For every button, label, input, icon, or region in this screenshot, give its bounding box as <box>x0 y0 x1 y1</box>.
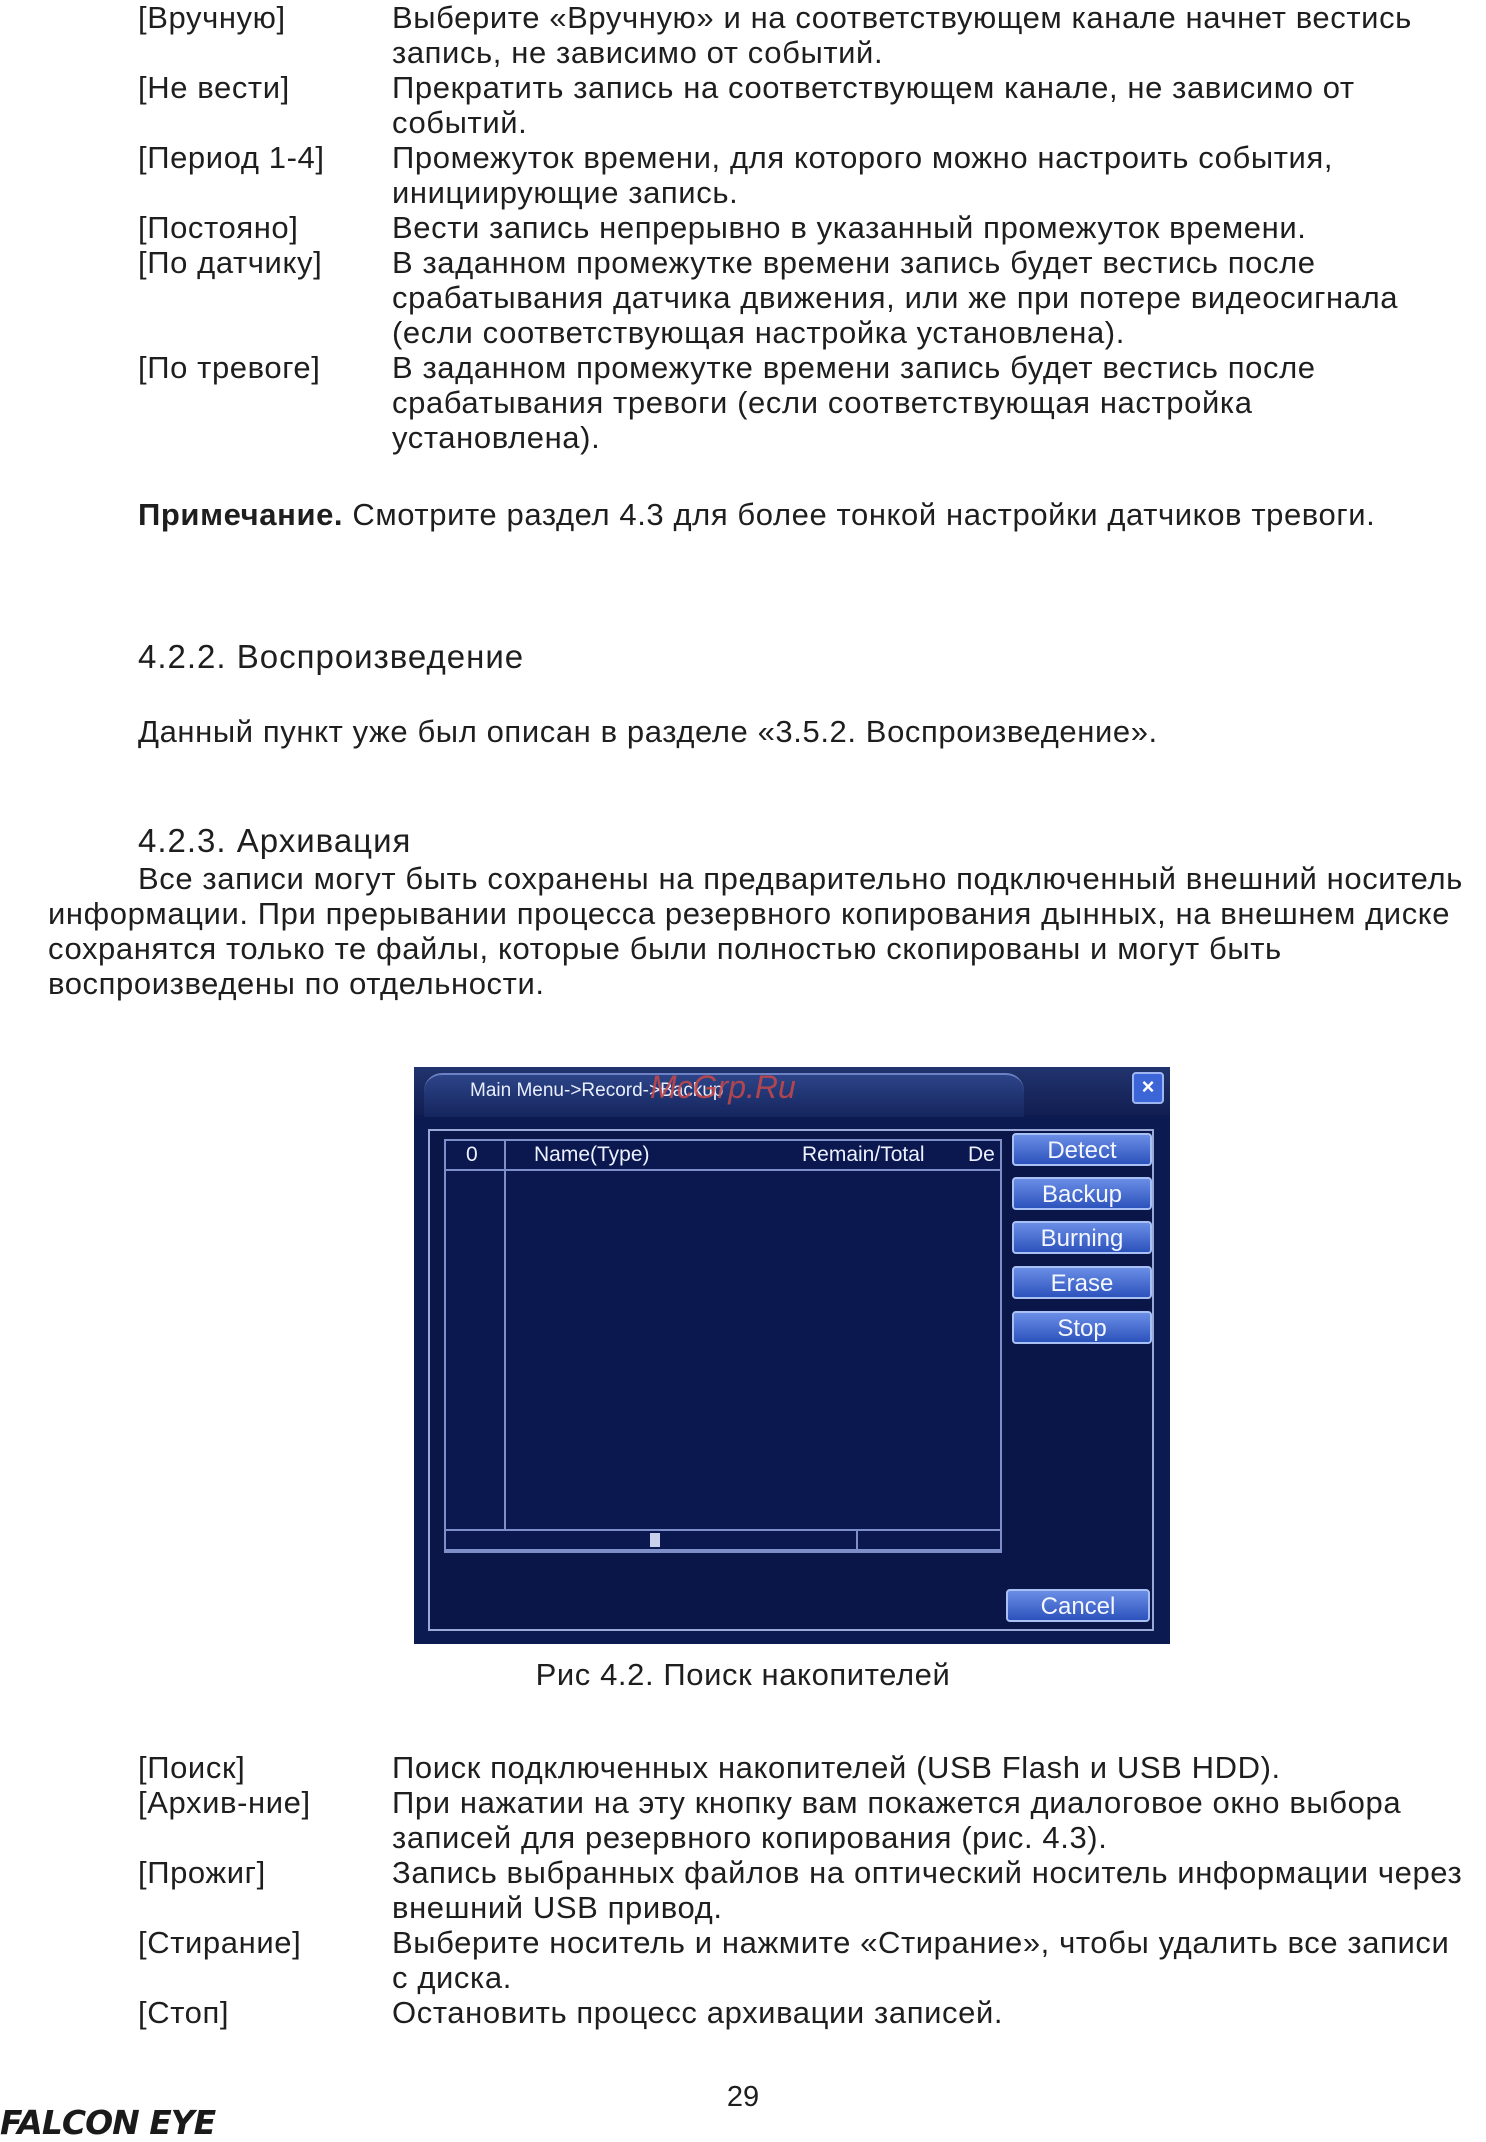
device-list-table[interactable] <box>444 1139 1002 1553</box>
note-label: Примечание. <box>138 497 344 532</box>
definition-row <box>138 1855 1468 1925</box>
column-header-index: 0 <box>466 1143 478 1166</box>
definition-row <box>138 0 1468 70</box>
term: [Стирание] <box>138 1925 302 1960</box>
column-header-remain-total: Remain/Total <box>802 1143 925 1166</box>
definition-row <box>138 1785 1468 1855</box>
definition-row <box>138 140 1468 210</box>
watermark: McGrp.Ru <box>650 1069 796 1105</box>
column-header-name: Name(Type) <box>534 1143 650 1166</box>
definition-row <box>138 1925 1468 1995</box>
term: [Прожиг] <box>138 1855 266 1890</box>
dvr-breadcrumb: Main Menu->Record->Backup <box>470 1080 724 1101</box>
definition-list-record-modes <box>138 0 1468 455</box>
description: В заданном промежутке времени запись будет вестись после срабатывания датчика движения, или же при потере видеосигнала (если соответствующая настройка установлена). <box>392 245 1399 350</box>
brand-logo: FALCON EYE <box>0 2103 216 2142</box>
playback-paragraph: Данный пункт уже был описан в разделе «3.5.2. Воспроизведение». <box>138 714 1158 749</box>
dvr-backup-screenshot <box>414 1067 1170 1644</box>
column-divider <box>504 1141 506 1551</box>
description: В заданном промежутке времени запись будет вестись после срабатывания тревоги (если соответствующая настройка установлена). <box>392 350 1316 455</box>
term: [Стоп] <box>138 1995 230 2030</box>
description: Поиск подключенных накопителей (USB Flash и USB HDD). <box>392 1750 1281 1785</box>
definition-row <box>138 210 1468 245</box>
scrollbar-thumb[interactable] <box>650 1533 660 1547</box>
definition-row <box>138 1750 1468 1785</box>
figure-caption: Рис 4.2. Поиск накопителей <box>535 1657 951 1692</box>
term: [По тревоге] <box>138 350 321 385</box>
burning-button[interactable]: Burning <box>1012 1221 1152 1254</box>
note-paragraph <box>138 497 1468 532</box>
definition-row <box>138 1995 1468 2030</box>
page-number: 29 <box>726 2081 760 2113</box>
term: [Вручную] <box>138 0 286 35</box>
note-text: Смотрите раздел 4.3 для более тонкой настройки датчиков тревоги. <box>343 497 1376 532</box>
description: Промежуток времени, для которого можно настроить события, инициирующие запись. <box>392 140 1334 210</box>
section-heading-playback: 4.2.2. Воспроизведение <box>138 638 525 675</box>
detect-button[interactable]: Detect <box>1012 1133 1152 1166</box>
dvr-title-bar <box>414 1067 1170 1115</box>
column-header-device: De <box>968 1143 995 1166</box>
term: [Поиск] <box>138 1750 246 1785</box>
backup-button[interactable]: Backup <box>1012 1177 1152 1210</box>
definition-list-backup-buttons <box>138 1750 1468 2030</box>
definition-row <box>138 70 1468 140</box>
term: [По датчику] <box>138 245 323 280</box>
definition-row <box>138 350 1468 455</box>
description: Запись выбранных файлов на оптический носитель информации через внешний USB привод. <box>392 1855 1463 1925</box>
description: Выберите носитель и нажмите «Стирание», чтобы удалить все записи с диска. <box>392 1925 1450 1995</box>
term: [Не вести] <box>138 70 290 105</box>
erase-button[interactable]: Erase <box>1012 1266 1152 1299</box>
description: Вести запись непрерывно в указанный промежуток времени. <box>392 210 1307 245</box>
description: При нажатии на эту кнопку вам покажется диалоговое окно выбора записей для резервного копирования (рис. 4.3). <box>392 1785 1402 1855</box>
scrollbar-divider <box>856 1531 858 1549</box>
device-list-header <box>446 1141 1000 1171</box>
stop-button[interactable]: Stop <box>1012 1311 1152 1344</box>
close-icon[interactable]: × <box>1132 1072 1164 1104</box>
horizontal-scrollbar[interactable] <box>444 1529 1002 1551</box>
description: Прекратить запись на соответствующем канале, не зависимо от событий. <box>392 70 1355 140</box>
description: Остановить процесс архивации записей. <box>392 1995 1004 2030</box>
term: [Постояно] <box>138 210 299 245</box>
cancel-button[interactable]: Cancel <box>1006 1589 1150 1622</box>
backup-paragraph: Все записи могут быть сохранены на предварительно подключенный внешний носитель информации. При прерывании процесса резервного копирования дынных, на внешнем диске сохранятся только те файлы, которые были полностью скопированы и могут быть воспроизведены по отдельности. <box>48 861 1463 1001</box>
term: [Архив-ние] <box>138 1785 311 1820</box>
section-heading-backup: 4.2.3. Архивация <box>138 822 412 859</box>
definition-row <box>138 245 1468 350</box>
description: Выберите «Вручную» и на соответствующем канале начнет вестись запись, не зависимо от событий. <box>392 0 1412 70</box>
term: [Период 1-4] <box>138 140 325 175</box>
